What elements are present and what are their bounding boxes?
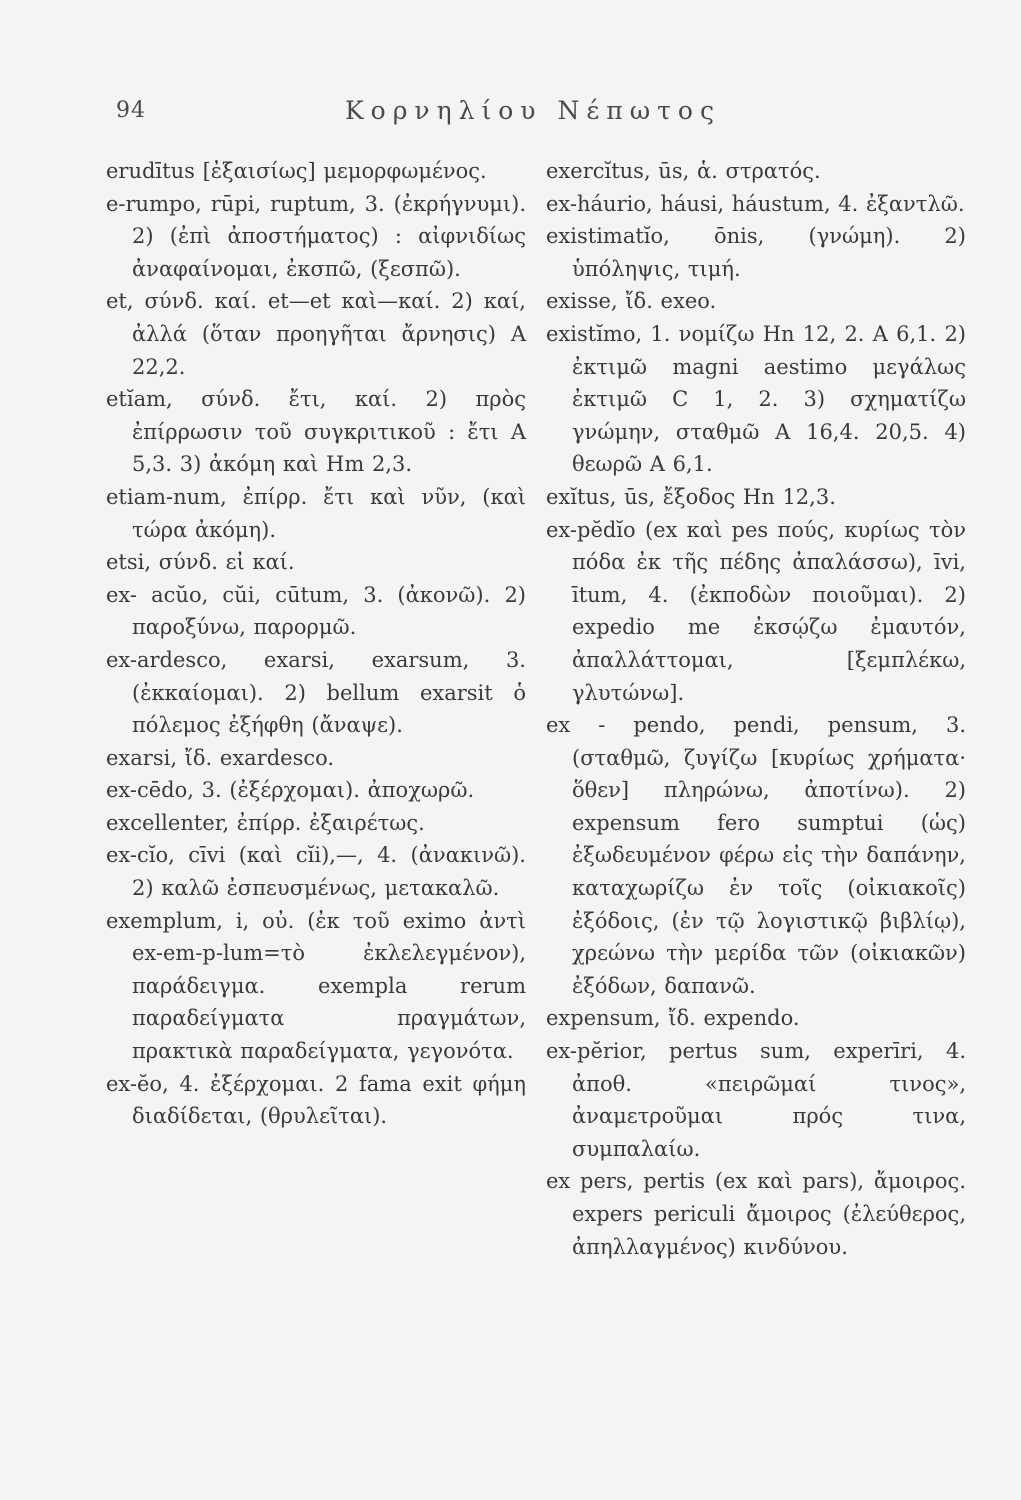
dictionary-entry: ex pers, pertis (ex καὶ pars), ἄμοιρος. expers periculi ἄμοιρος (ἐλεύθερος, ἀπηλλαγμένος) κινδύνου. [546,1169,966,1259]
right-column [546,155,966,1263]
dictionary-entry: ex - pendo, pendi, pensum, 3. (σταθμῶ, ζυγίζω [κυρίως χρήματα· ὅθεν] πληρώνω, ἀποτίνω). 2) expensum fero sumptui (ὡς) ἐξωδευμένον φέρω εἰς τὴν δαπάνην, καταχωρίζω ἐν τοῖς (οἰκιακοῖς) ἐξόδοις, (ἐν τῷ λογιστικῷ βιβλίῳ), χρεώνω τὴν μερίδα τῶν (οἰκιακῶν) ἐξόδων, δαπανῶ. [546,713,966,998]
dictionary-entry: expensum, ἴδ. expendo. [546,1006,800,1031]
left-column [106,155,526,1133]
dictionary-entry: exemplum, i, οὐ. (ἐκ τοῦ eximo ἀντὶ ex-em-p-lum=τὸ ἐκλελεγμένον), παράδειγμα. exempla rerum παραδείγματα πραγμάτων, πρακτικὰ παραδείγματα, γεγονότα. [106,908,526,1064]
dictionary-entry: ex-pĕrior, pertus sum, experīri, 4. ἀποθ. «πειρῶμαί τινος», ἀναμετροῦμαι πρός τινα, συμπαλαίω. [546,1039,966,1161]
dictionary-entry: et, σύνδ. καί. et—et καὶ—καί. 2) καί, ἀλλά (ὅταν προηγῆται ἄρνησις) A 22,2. [106,289,526,379]
dictionary-entry: exĭtus, ūs, ἔξοδος Hn 12,3. [546,484,836,509]
dictionary-entry: ex-cĭo, cīvi (καὶ cĭi),—, 4. (ἀνακινῶ). 2) καλῶ ἐσπευσμένως, μετακαλῶ. [106,843,526,901]
page-number: 94 [116,98,146,123]
running-title: Κορνηλίου Νέπωτος [345,96,721,125]
dictionary-entry: excellenter, ἐπίρρ. ἐξαιρέτως. [106,810,425,835]
dictionary-entry: ex-háurio, háusi, háustum, 4. ἐξαντλῶ. [546,191,965,216]
dictionary-entry: exarsi, ἴδ. exardesco. [106,745,335,770]
dictionary-entry: existĭmo, 1. νομίζω Hn 12, 2. A 6,1. 2) ἐκτιμῶ magni aestimo μεγάλως ἐκτιμῶ C 1, 2. 3) σχηματίζω γνώμην, σταθμῶ A 16,4. 20,5. 4) θεωρῶ A 6,1. [546,321,966,477]
dictionary-entry: e-rumpo, rūpi, ruptum, 3. (ἐκρήγνυμι). 2) (ἐπὶ ἀποστήματος) : αἰφνιδίως ἀναφαίνομαι, ἐκσπῶ, (ξεσπῶ). [106,191,526,281]
dictionary-entry: etiam-num, ἐπίρρ. ἔτι καὶ νῦν, (καὶ τώρα ἀκόμη). [106,484,526,542]
dictionary-entry: existimatĭo, ōnis, (γνώμη). 2) ὑπόληψις, τιμή. [546,224,966,281]
dictionary-entry: ex-cēdo, 3. (ἐξέρχομαι). ἀποχωρῶ. [106,778,475,803]
dictionary-entry: ex-pĕdĭo (ex καὶ pes πούς, κυρίως τὸν πόδα ἐκ τῆς πέδης ἀπαλάσσω), īvi, ītum, 4. (ἐκποδὼν ποιοῦμαι). 2) expedio me ἐκσῴζω ἐμαυτόν, ἀπαλλάττομαι, [ξεμπλέκω, γλυτώνω]. [546,517,966,705]
dictionary-entry: exisse, ἴδ. exeo. [546,289,717,314]
dictionary-entry: ex-ardesco, exarsi, exarsum, 3. (ἐκκαίομαι). 2) bellum exarsit ὁ πόλεμος ἐξήφθη (ἄναψε). [106,647,526,738]
dictionary-entry: exercĭtus, ūs, ἁ. στρατός. [546,159,821,183]
dictionary-entry: ex-ĕo, 4. ἐξέρχομαι. 2 fama exit φήμη διαδίδεται, (θρυλεῖται). [106,1071,526,1129]
dictionary-entry: etsi, σύνδ. εἰ καί. [106,550,295,575]
dictionary-entry: erudītus [ἐξαισίως] μεμορφωμένος. [106,159,487,183]
dictionary-entry: etĭam, σύνδ. ἔτι, καί. 2) πρὸς ἐπίρρωσιν τοῦ συγκριτικοῦ : ἔτι A 5,3. 3) ἀκόμη καὶ Hm 2,3. [106,387,526,477]
dictionary-entry: ex- acŭo, cŭi, cūtum, 3. (ἀκονῶ). 2) παροξύνω, παρορμῶ. [106,582,526,640]
